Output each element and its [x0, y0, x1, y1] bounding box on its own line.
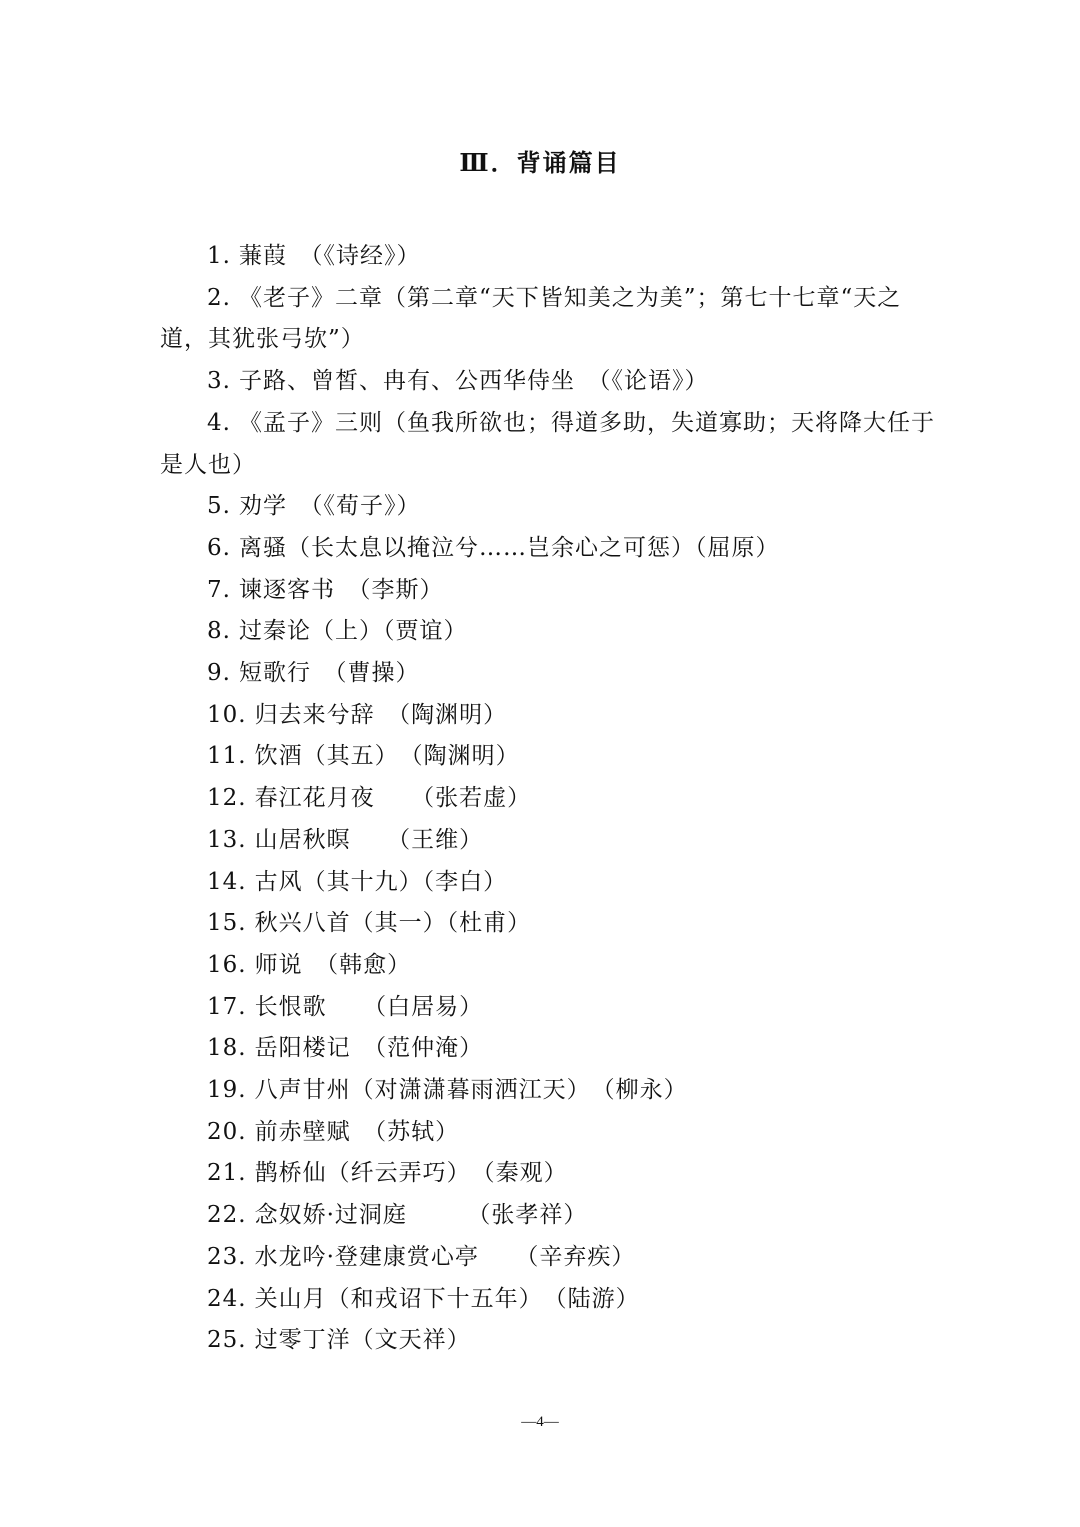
item-number: 5.: [207, 493, 231, 520]
item-number: 3.: [207, 368, 231, 395]
item-number: 7.: [207, 576, 231, 603]
item-text: 水龙吟·登建康赏心亭 （辛弃疾）: [254, 1243, 636, 1270]
item-number: 20.: [207, 1118, 247, 1145]
item-text: 春江花月夜 （张若虚）: [254, 785, 532, 812]
item-text: 前赤壁赋 （苏轼）: [254, 1118, 460, 1145]
list-item: [160, 903, 935, 945]
list-item: [160, 987, 935, 1029]
item-text: 过零丁洋（文天祥）: [254, 1327, 471, 1354]
item-text: 短歌行 （曹操）: [238, 660, 420, 687]
item-number: 21.: [207, 1160, 247, 1187]
item-text: 古风（其十九）（李白）: [254, 868, 508, 895]
item-number: 22.: [207, 1202, 247, 1229]
list-item: [160, 236, 935, 278]
list-item: [160, 1070, 935, 1112]
item-number: 1.: [207, 243, 231, 269]
item-text: 《孟子》三则（鱼我所欲也；得道多助，失道寡助；天将降大任于是人也）: [160, 409, 935, 478]
item-text: 《老子》二章（第二章“天下皆知美之为美”；第七十七章“天之道，其犹张弓欤”）: [160, 284, 902, 353]
list-item: [160, 611, 935, 653]
item-number: 17.: [207, 993, 247, 1020]
list-item: [160, 1237, 935, 1279]
list-item: [160, 1279, 935, 1321]
item-number: 16.: [207, 951, 247, 978]
recitation-list: [160, 236, 935, 1362]
list-item: [160, 862, 935, 904]
list-item: [160, 695, 935, 737]
item-text: 鹊桥仙（纤云弄巧） （秦观）: [254, 1160, 568, 1187]
list-item: [160, 278, 935, 361]
item-number: 18.: [207, 1035, 247, 1062]
item-number: 11.: [207, 743, 247, 770]
item-text: 念奴娇·过洞庭 （张孝祥）: [254, 1202, 588, 1229]
list-item: [160, 653, 935, 695]
list-item: [160, 570, 935, 612]
item-number: 10.: [207, 701, 247, 728]
list-item: [160, 945, 935, 987]
item-number: 23.: [207, 1243, 247, 1270]
list-item: [160, 820, 935, 862]
item-text: 八声甘州（对潇潇暮雨洒江天） （柳永）: [254, 1077, 688, 1104]
page-number: —4—: [521, 1414, 559, 1430]
item-number: 4.: [207, 409, 231, 436]
item-number: 19.: [207, 1077, 247, 1104]
item-text: 谏逐客书 （李斯）: [238, 576, 444, 603]
item-text: 岳阳楼记 （范仲淹）: [254, 1035, 484, 1062]
list-item: [160, 1153, 935, 1195]
item-number: 8.: [207, 618, 231, 645]
list-item: [160, 1112, 935, 1154]
item-text: 离骚（长太息以掩泣兮……岂余心之可惩）（屈原）: [238, 534, 780, 561]
item-number: 12.: [207, 785, 247, 812]
item-text: 蒹葭 （《诗经》）: [238, 243, 421, 269]
list-item: [160, 736, 935, 778]
section-title: Ⅲ．背诵篇目: [459, 148, 621, 177]
item-text: 山居秋暝 （王维）: [254, 826, 484, 853]
list-item: [160, 1028, 935, 1070]
item-number: 14.: [207, 868, 247, 895]
item-text: 长恨歌 （白居易）: [254, 993, 484, 1020]
item-number: 24.: [207, 1285, 247, 1312]
list-item: [160, 778, 935, 820]
list-item: [160, 361, 935, 403]
item-number: 6.: [207, 534, 231, 561]
item-text: 师说 （韩愈）: [254, 951, 412, 978]
item-number: 15.: [207, 910, 247, 937]
item-text: 子路、曾皙、冉有、公西华侍坐 （《论语》）: [238, 368, 709, 395]
list-item: [160, 1195, 935, 1237]
list-item: [160, 486, 935, 528]
list-item: [160, 528, 935, 570]
item-text: 关山月（和戎诏下十五年） （陆游）: [254, 1285, 640, 1312]
item-number: 2.: [207, 284, 231, 311]
item-number: 25.: [207, 1327, 247, 1354]
item-text: 饮酒（其五） （陶渊明）: [254, 743, 520, 770]
item-text: 归去来兮辞 （陶渊明）: [254, 701, 508, 728]
item-text: 过秦论（上）（贾谊）: [238, 618, 468, 645]
list-item: [160, 403, 935, 486]
item-number: 9.: [207, 660, 231, 687]
item-text: 劝学 （《荀子》）: [238, 493, 421, 520]
item-number: 13.: [207, 826, 247, 853]
list-item: [160, 1320, 935, 1362]
item-text: 秋兴八首（其一）（杜甫）: [254, 910, 532, 937]
